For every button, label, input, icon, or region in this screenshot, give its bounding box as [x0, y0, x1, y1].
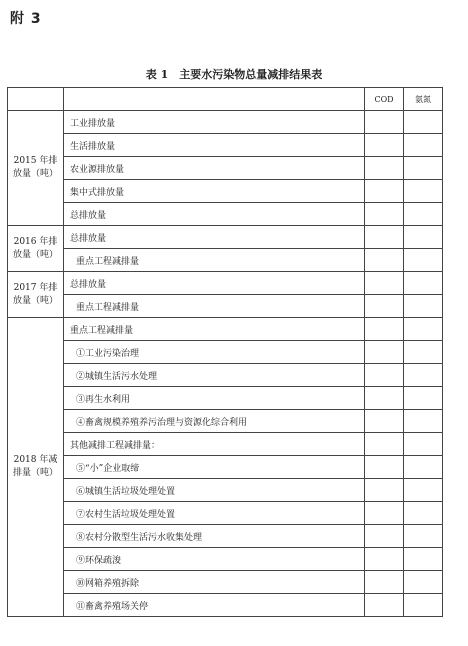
cod-value-cell	[365, 341, 404, 364]
row-label: ⑦农村生活垃圾处理处置	[64, 502, 365, 525]
cod-value-cell	[365, 433, 404, 456]
table-row	[8, 157, 443, 180]
row-label: 集中式排放量	[64, 180, 365, 203]
table-row	[8, 180, 443, 203]
row-label: ②城镇生活污水处理	[64, 364, 365, 387]
table-row	[8, 295, 443, 318]
ammonia-value-cell	[404, 180, 443, 203]
table-row	[8, 249, 443, 272]
ammonia-value-cell	[404, 134, 443, 157]
cod-value-cell	[365, 134, 404, 157]
ammonia-value-cell	[404, 295, 443, 318]
table-row	[8, 134, 443, 157]
group-label: 2016 年排放量（吨）	[8, 226, 64, 272]
cod-value-cell	[365, 571, 404, 594]
table-row	[8, 571, 443, 594]
row-label: 农业源排放量	[64, 157, 365, 180]
appendix-label: 附 3	[10, 11, 42, 27]
group-label: 2017 年排放量（吨）	[8, 272, 64, 318]
table-row	[8, 272, 443, 295]
ammonia-value-cell	[404, 111, 443, 134]
table-row	[8, 548, 443, 571]
table-row	[8, 525, 443, 548]
table-body	[8, 88, 443, 617]
cod-value-cell	[365, 548, 404, 571]
row-label: ①工业污染治理	[64, 341, 365, 364]
ammonia-value-cell	[404, 571, 443, 594]
table-row	[8, 456, 443, 479]
row-label: 总排放量	[64, 203, 365, 226]
row-label: ③再生水利用	[64, 387, 365, 410]
emission-reduction-table	[7, 87, 443, 617]
cod-value-cell	[365, 364, 404, 387]
table-row	[8, 387, 443, 410]
row-label: ⑨环保疏浚	[64, 548, 365, 571]
ammonia-value-cell	[404, 249, 443, 272]
row-label: 总排放量	[64, 272, 365, 295]
row-label: 重点工程减排量	[64, 318, 365, 341]
row-label: 生活排放量	[64, 134, 365, 157]
row-label: ⑪畜禽养殖场关停	[64, 594, 365, 617]
cod-value-cell	[365, 525, 404, 548]
ammonia-value-cell	[404, 502, 443, 525]
ammonia-value-cell	[404, 410, 443, 433]
cod-value-cell	[365, 502, 404, 525]
ammonia-value-cell	[404, 456, 443, 479]
ammonia-value-cell	[404, 341, 443, 364]
ammonia-value-cell	[404, 433, 443, 456]
ammonia-value-cell	[404, 226, 443, 249]
table-title: 表 1 主要水污染物总量减排结果表	[145, 68, 323, 81]
row-label: ⑩网箱养殖拆除	[64, 571, 365, 594]
table-row	[8, 203, 443, 226]
header-row	[8, 88, 443, 111]
table-row	[8, 364, 443, 387]
table-row	[8, 341, 443, 364]
row-label: 重点工程减排量	[64, 295, 365, 318]
ammonia-value-cell	[404, 594, 443, 617]
table-row	[8, 433, 443, 456]
header-cod: COD	[365, 88, 404, 111]
ammonia-value-cell	[404, 318, 443, 341]
table-row	[8, 111, 443, 134]
table-row	[8, 410, 443, 433]
table-row	[8, 226, 443, 249]
header-ammonia-nitrogen: 氨氮	[404, 88, 443, 111]
cod-value-cell	[365, 272, 404, 295]
cod-value-cell	[365, 479, 404, 502]
row-label: ⑥城镇生活垃圾处理处置	[64, 479, 365, 502]
group-label: 2018 年减排量（吨）	[8, 318, 64, 617]
cod-value-cell	[365, 594, 404, 617]
ammonia-value-cell	[404, 525, 443, 548]
cod-value-cell	[365, 157, 404, 180]
ammonia-value-cell	[404, 548, 443, 571]
ammonia-value-cell	[404, 479, 443, 502]
table-row	[8, 479, 443, 502]
cod-value-cell	[365, 387, 404, 410]
group-label: 2015 年排放量（吨）	[8, 111, 64, 226]
row-label: 其他减排工程减排量：	[64, 433, 365, 456]
row-label: 重点工程减排量	[64, 249, 365, 272]
row-label: 工业排放量	[64, 111, 365, 134]
table-row	[8, 594, 443, 617]
cod-value-cell	[365, 410, 404, 433]
header-blank-cell	[64, 88, 365, 111]
cod-value-cell	[365, 203, 404, 226]
ammonia-value-cell	[404, 203, 443, 226]
cod-value-cell	[365, 456, 404, 479]
cod-value-cell	[365, 249, 404, 272]
cod-value-cell	[365, 226, 404, 249]
ammonia-value-cell	[404, 272, 443, 295]
ammonia-value-cell	[404, 157, 443, 180]
table-row	[8, 318, 443, 341]
cod-value-cell	[365, 111, 404, 134]
row-label: ⑧农村分散型生活污水收集处理	[64, 525, 365, 548]
table-row	[8, 502, 443, 525]
header-blank-cell	[8, 88, 64, 111]
cod-value-cell	[365, 180, 404, 203]
row-label: ⑤“小”企业取缔	[64, 456, 365, 479]
row-label: 总排放量	[64, 226, 365, 249]
ammonia-value-cell	[404, 387, 443, 410]
cod-value-cell	[365, 295, 404, 318]
ammonia-value-cell	[404, 364, 443, 387]
row-label: ④畜禽规模养殖养污治理与资源化综合利用	[64, 410, 365, 433]
cod-value-cell	[365, 318, 404, 341]
